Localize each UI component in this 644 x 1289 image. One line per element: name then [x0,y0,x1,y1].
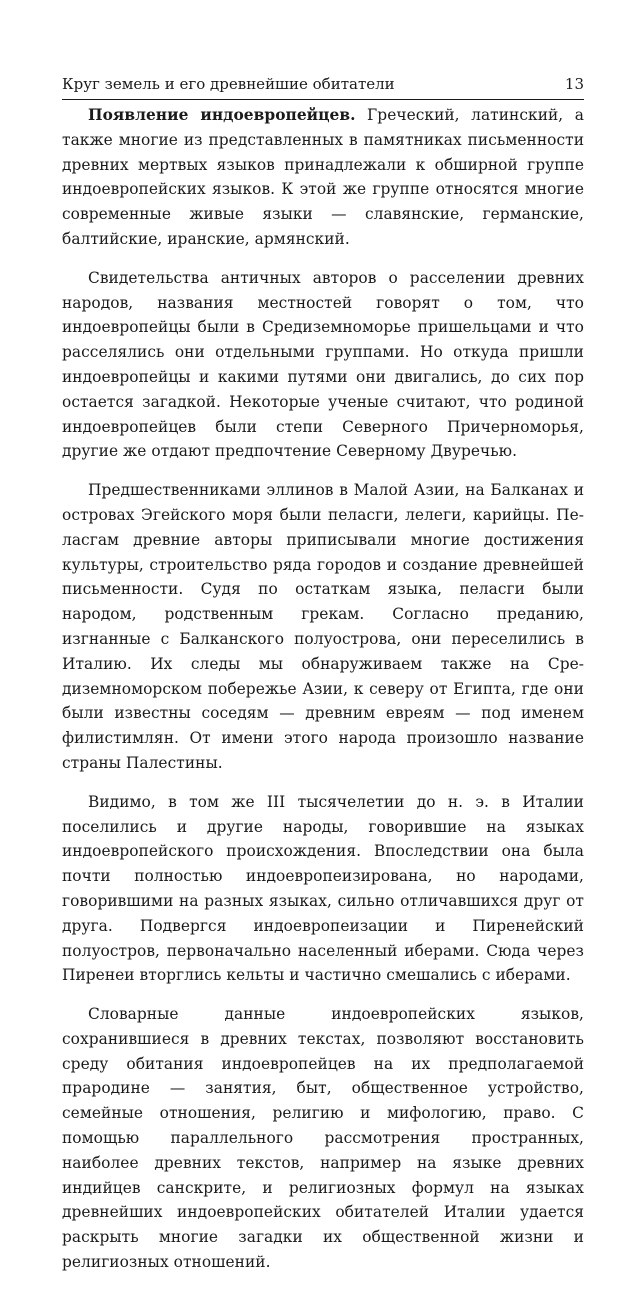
paragraph-1 [62,103,584,252]
section-heading-inline: Появление индоевропейцев. [88,106,356,124]
body-text [62,103,584,1289]
paragraph-2: Свидетельства античных авторов о расселении древних народов, названия местностей говорят о том, что индоевропейцы были в Средиземноморье пришельцами и что расселялись они отдельными группами. Но откуда пришли индоевропейцы и какими путями они двигались, до сих пор остается загадкой. Некоторые ученые считают, что родиной индоевропейцев были степи Северного Причерноморья, другие же отдают предпочтение Северному Двуречью. [62,268,584,461]
running-title: Круг земель и его древнейшие обитатели [62,75,395,93]
paragraph-1-text: Греческий, латинский, а также многие из представленных в памятниках письменности древних мертвых языков принадлежали к обширной группе индоевропейских языков. К этой же группе относятся многие современные живые языки — славянские, германские, балтийские, иранские, армянский. [62,106,584,248]
paragraph-3: Предшественниками эллинов в Малой Азии, на Балканах и островах Эгейского моря были пеласги, лелеги, карийцы. Пеласгам древние авторы приписывали многие достижения культуры, строительство ряда городов и создание древнейшей письменности. Судя по остаткам языка, пеласги были народом, родственным грекам. Согласно преданию, изгнанные с Балканского полуострова, они переселились в Италию. Их следы мы обнаруживаем также на Средиземноморском побережье Азии, к северу от Египта, где они были известны соседям — древним евреям — под именем филистимлян. От имени этого народа произошло название страны Палестины. [62,481,584,772]
page-number: 13 [564,75,584,93]
running-header [62,74,584,94]
paragraph-5: Словарные данные индоевропейских языков, сохранившиеся в древних текстах, позволяют восстановить среду обитания индоевропейцев на их предполагаемой прародине — занятия, быт, общественное устройство, семейные отношения, религию и мифологию, право. С помощью параллельного рассмотрения пространных, наиболее древних текстов, например на языке древних индийцев санскрите, и религиозных формул на языках древнейших индоевропейских обитателей Италии удается раскрыть многие загадки их общественной жизни и религиозных отношений. [62,1005,584,1272]
paragraph-4: Видимо, в том же III тысячелетии до н. э. в Италии поселились и другие народы, говорившие на языках индоевропейского происхождения. Впоследствии она была почти полностью индоевропеизирована, но народами, говорившими на разных языках, сильно отличавшихся друг от друга. Подвергся индоевропеизации и Пиренейский полуостров, первоначально населенный иберами. Сюда через Пиренеи вторглись кельты и частично смешались с иберами. [62,792,584,985]
header-rule [62,99,584,100]
book-page [62,0,584,1272]
